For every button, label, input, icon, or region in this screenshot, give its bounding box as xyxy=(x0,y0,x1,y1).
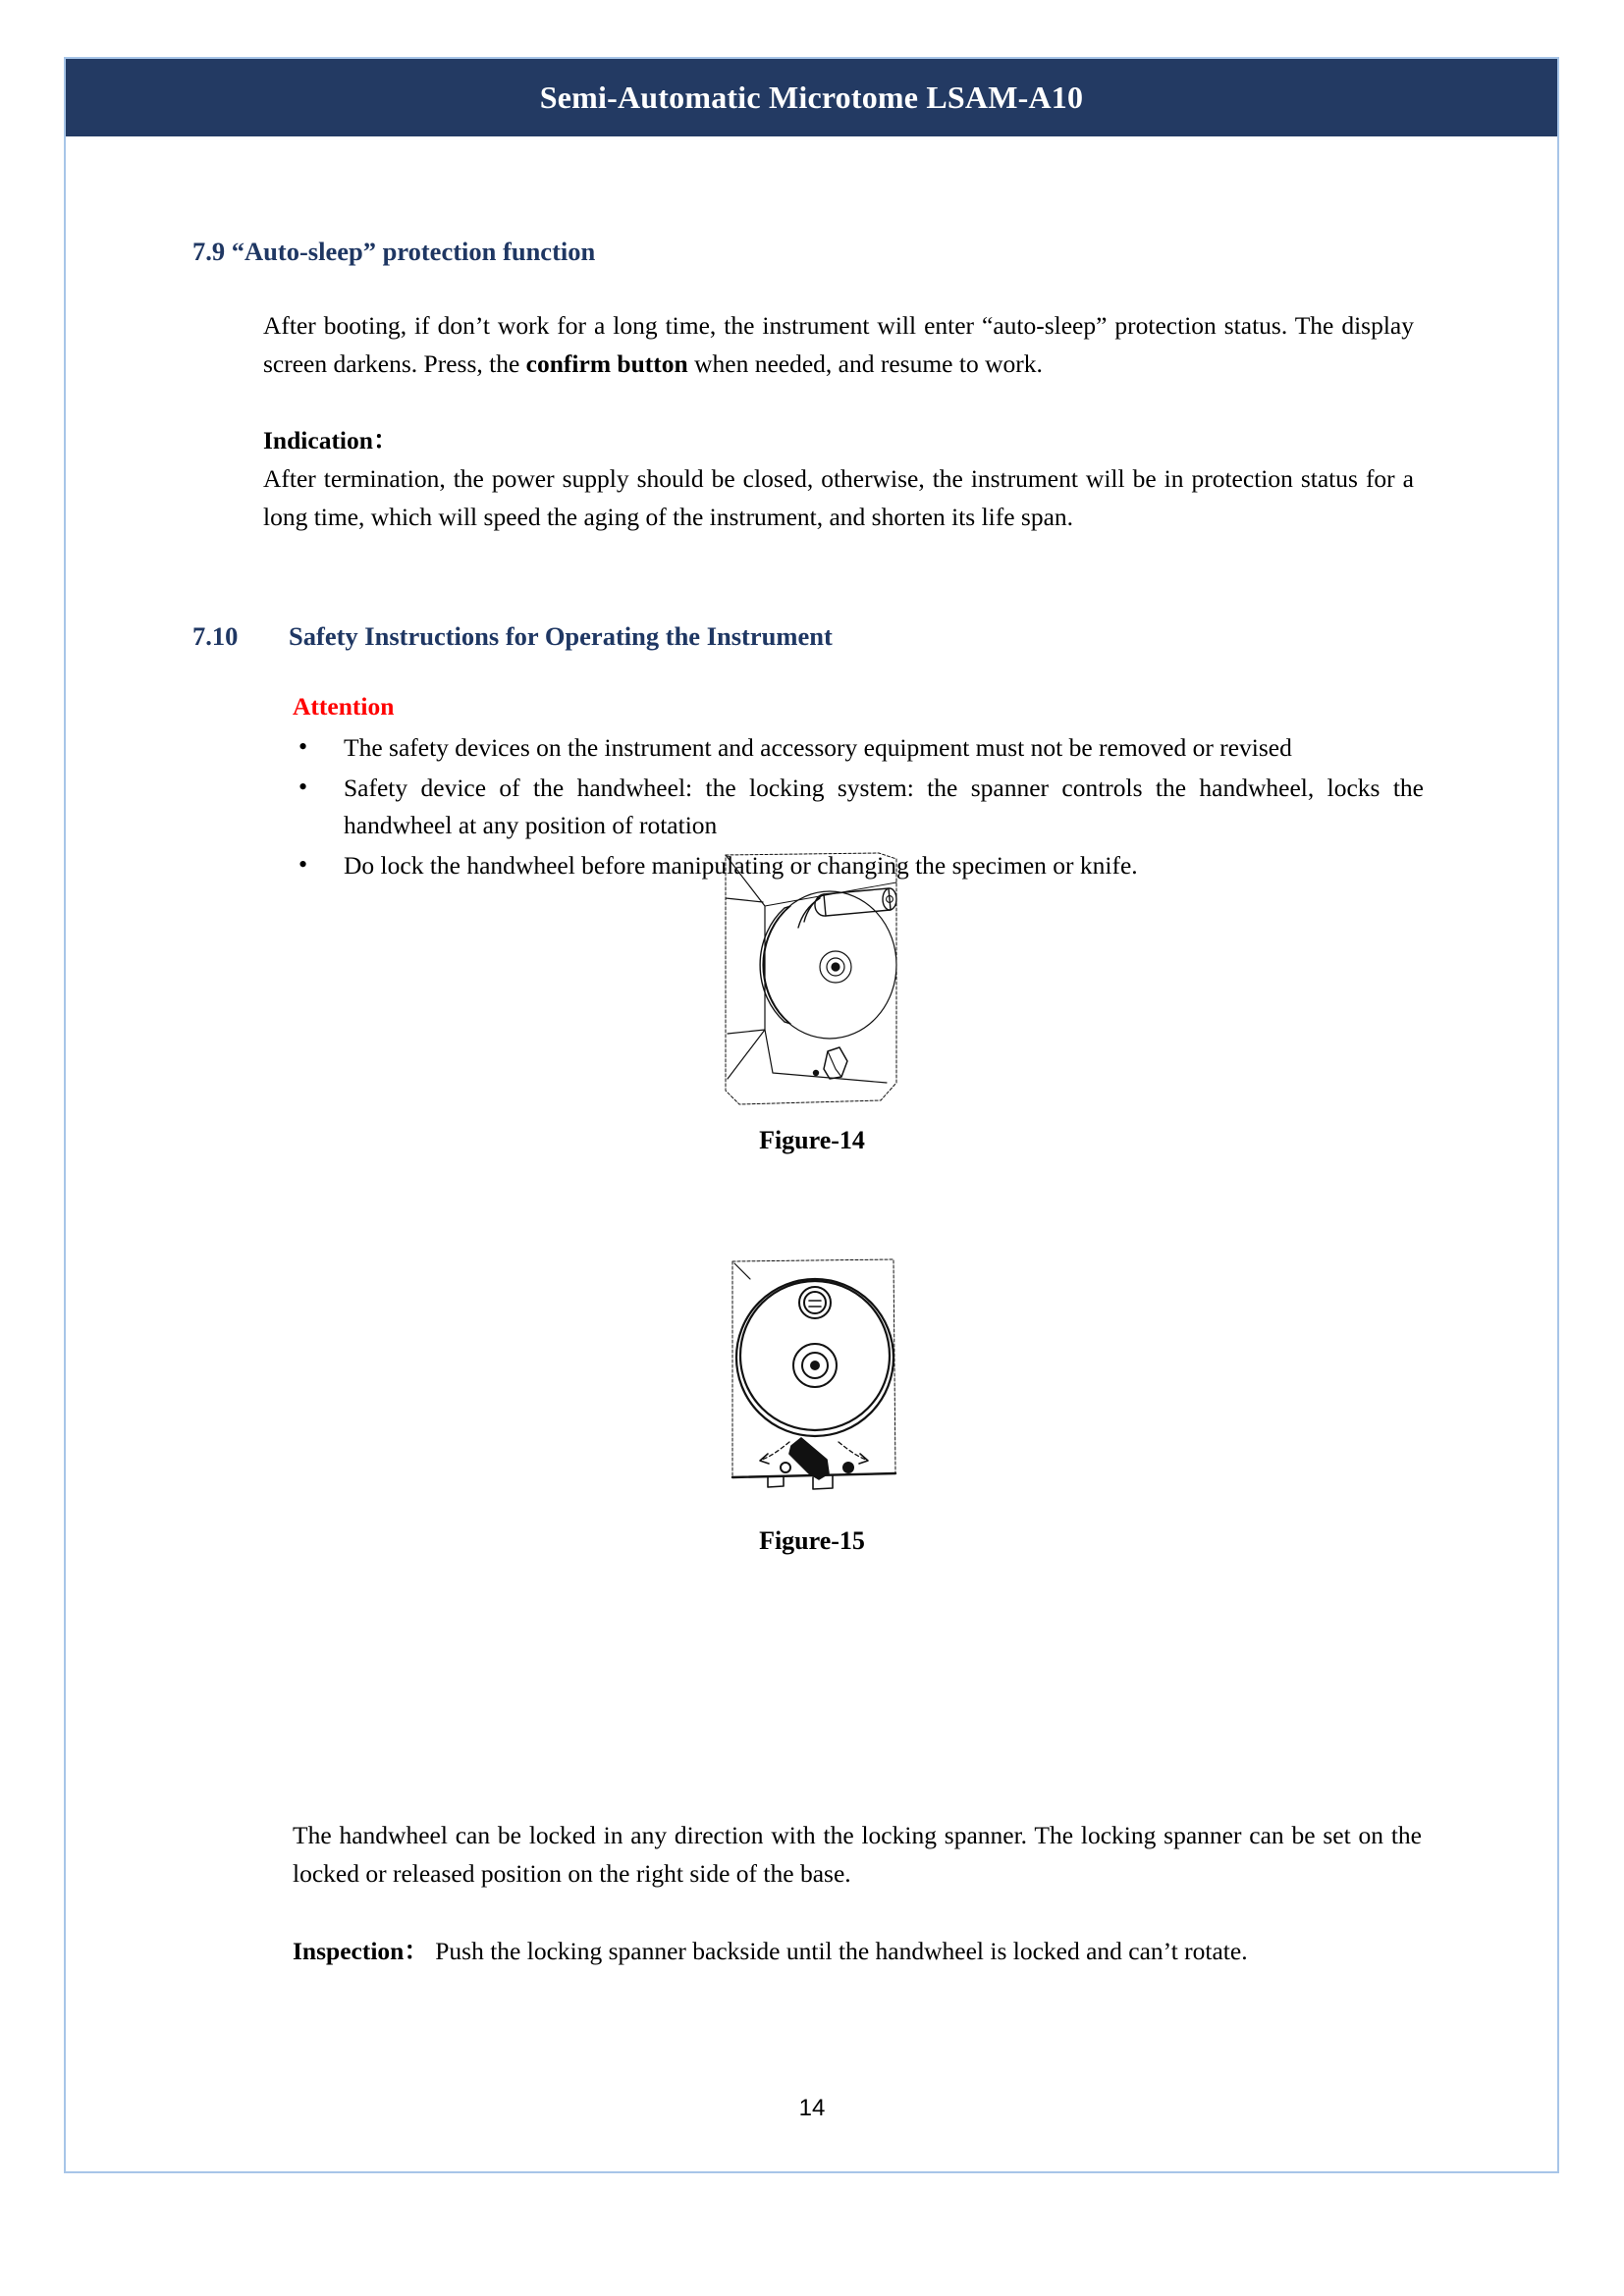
indication-label: Indication： xyxy=(263,426,399,454)
page-number: 14 xyxy=(798,2095,826,2121)
figure-15-caption: Figure-15 xyxy=(759,1526,865,1555)
section-heading-7-10 xyxy=(192,621,833,652)
list-item: • The safety devices on the instrument and accessory equipment must not be removed or revised xyxy=(293,729,1424,768)
attention-label: Attention xyxy=(293,692,395,721)
paragraph-handwheel-lock: The handwheel can be locked in any direction with the locking spanner. The locking spanner can be set on the locked or released position on the right side of the base. xyxy=(293,1821,1422,1888)
list-item: • Do lock the handwheel before manipulating or changing the specimen or knife. xyxy=(293,847,1424,885)
section-title-7-10: Safety Instructions for Operating the Instrument xyxy=(289,621,833,651)
page-header-band xyxy=(66,59,1557,136)
inspection-text: Push the locking spanner backside until the handwheel is locked and can’t rotate. xyxy=(428,1937,1248,1965)
list-item: • Safety device of the handwheel: the locking system: the spanner controls the handwheel, locks the handwheel at any position of rotation xyxy=(293,770,1424,845)
paragraph-auto-sleep-part2: when needed, and resume to work. xyxy=(687,348,1043,378)
paragraph-inspection xyxy=(293,1933,1422,1971)
figure-15-block xyxy=(0,1246,1624,1556)
figure-15-image xyxy=(717,1246,908,1513)
confirm-button-emphasis: confirm button xyxy=(525,348,688,378)
section-heading-7-9: 7.9 “Auto-sleep” protection function xyxy=(192,237,596,266)
paragraph-auto-sleep-part1: After booting, if don’t work for a long time, the instrument will enter “auto-sleep” protection status. The display screen darkens. Press, the xyxy=(263,311,1414,378)
paragraph-indication: After termination, the power supply should be closed, otherwise, the instrument will be in protection status for a long time, which will speed the aging of the instrument, and shorten its life span. xyxy=(263,464,1414,531)
section-number-7-10: 7.10 xyxy=(192,621,239,651)
figure-14-caption: Figure-14 xyxy=(759,1126,865,1154)
paragraph-auto-sleep xyxy=(263,307,1414,383)
page-header-title: Semi-Automatic Microtome LSAM-A10 xyxy=(539,80,1084,115)
inspection-label: Inspection： xyxy=(293,1937,429,1965)
figure-14-image xyxy=(714,837,910,1112)
figure-14-block xyxy=(0,837,1624,1155)
